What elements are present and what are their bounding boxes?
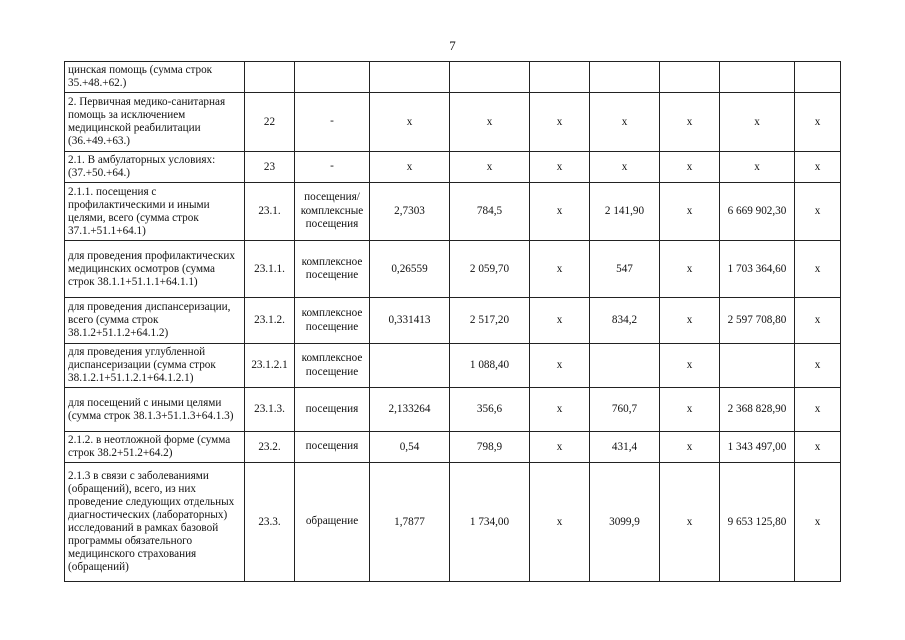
value-cell: 3099,9 <box>590 463 660 582</box>
value-cell: х <box>660 463 720 582</box>
value-cell: 431,4 <box>590 432 660 463</box>
value-cell: х <box>720 152 795 183</box>
value-cell: 2 517,20 <box>450 298 530 344</box>
value-cell <box>720 62 795 93</box>
unit-cell: комплексное посещение <box>295 241 370 298</box>
value-cell: 1 734,00 <box>450 463 530 582</box>
value-cell: х <box>795 463 841 582</box>
value-cell: х <box>660 298 720 344</box>
row-name-cell: 2.1. В амбулаторных условиях: (37.+50.+64.) <box>65 152 245 183</box>
row-code-cell: 23.2. <box>245 432 295 463</box>
value-cell: 834,2 <box>590 298 660 344</box>
unit-cell: комплексное посещение <box>295 298 370 344</box>
value-cell <box>590 344 660 388</box>
value-cell: х <box>590 152 660 183</box>
row-name-cell: 2.1.2. в неотложной форме (сумма строк 38.2+51.2+64.2) <box>65 432 245 463</box>
value-cell <box>370 344 450 388</box>
value-cell: 2 597 708,80 <box>720 298 795 344</box>
unit-cell: комплексное посещение <box>295 344 370 388</box>
row-code-cell: 23 <box>245 152 295 183</box>
value-cell: 1 343 497,00 <box>720 432 795 463</box>
value-cell: х <box>530 183 590 241</box>
row-name-cell: 2.1.3 в связи с заболеваниями (обращений), всего, из них проведение следующих отдельных диагностических (лабораторных) исследований в рамках базовой программы обязательного медицинского страхования (обращений) <box>65 463 245 582</box>
value-cell: х <box>530 344 590 388</box>
value-cell: х <box>660 183 720 241</box>
row-name-cell: для проведения диспансеризации, всего (сумма строк 38.1.2+51.1.2+64.1.2) <box>65 298 245 344</box>
row-code-cell: 23.1.2.1 <box>245 344 295 388</box>
value-cell: х <box>720 93 795 152</box>
value-cell: х <box>590 93 660 152</box>
row-name-cell: цинская помощь (сумма строк 35.+48.+62.) <box>65 62 245 93</box>
value-cell: 0,54 <box>370 432 450 463</box>
value-cell: 2 141,90 <box>590 183 660 241</box>
page-number: 7 <box>449 38 456 53</box>
row-code-cell: 23.1.1. <box>245 241 295 298</box>
table-row <box>65 463 841 582</box>
value-cell: 798,9 <box>450 432 530 463</box>
value-cell: 2,133264 <box>370 388 450 432</box>
value-cell: х <box>530 241 590 298</box>
row-code-cell: 23.1.3. <box>245 388 295 432</box>
value-cell: 1,7877 <box>370 463 450 582</box>
value-cell <box>720 344 795 388</box>
unit-cell: посещения/комплексные посещения <box>295 183 370 241</box>
value-cell: х <box>795 152 841 183</box>
unit-cell: - <box>295 152 370 183</box>
value-cell <box>660 62 720 93</box>
value-cell: х <box>795 388 841 432</box>
value-cell: 784,5 <box>450 183 530 241</box>
unit-cell: обращение <box>295 463 370 582</box>
row-code-cell: 23.3. <box>245 463 295 582</box>
value-cell: х <box>530 388 590 432</box>
value-cell: 760,7 <box>590 388 660 432</box>
value-cell: 9 653 125,80 <box>720 463 795 582</box>
table-row <box>65 344 841 388</box>
value-cell: х <box>660 432 720 463</box>
unit-cell: посещения <box>295 432 370 463</box>
unit-cell: - <box>295 93 370 152</box>
value-cell: х <box>370 93 450 152</box>
table-row <box>65 298 841 344</box>
row-code-cell: 23.1. <box>245 183 295 241</box>
value-cell: х <box>660 152 720 183</box>
value-cell: х <box>660 93 720 152</box>
value-cell: 6 669 902,30 <box>720 183 795 241</box>
value-cell: х <box>450 93 530 152</box>
value-cell: 0,26559 <box>370 241 450 298</box>
table-row <box>65 93 841 152</box>
row-code-cell: 22 <box>245 93 295 152</box>
value-cell: х <box>795 241 841 298</box>
table-row <box>65 241 841 298</box>
value-cell: 0,331413 <box>370 298 450 344</box>
row-name-cell: 2. Первичная медико-санитарная помощь за исключением медицинской реабилитации (36.+49.+63.) <box>65 93 245 152</box>
value-cell: х <box>795 298 841 344</box>
value-cell <box>795 62 841 93</box>
row-name-cell: для посещений с иными целями (сумма строк 38.1.3+51.1.3+64.1.3) <box>65 388 245 432</box>
unit-cell: посещения <box>295 388 370 432</box>
table-row <box>65 432 841 463</box>
value-cell: х <box>530 463 590 582</box>
value-cell <box>590 62 660 93</box>
value-cell: 2 368 828,90 <box>720 388 795 432</box>
value-cell: х <box>530 298 590 344</box>
value-cell: 356,6 <box>450 388 530 432</box>
row-name-cell: для проведения углубленной диспансеризации (сумма строк 38.1.2.1+51.1.2.1+64.1.2.1) <box>65 344 245 388</box>
row-code-cell: 23.1.2. <box>245 298 295 344</box>
value-cell <box>370 62 450 93</box>
value-cell: 547 <box>590 241 660 298</box>
value-cell: х <box>795 432 841 463</box>
value-cell: х <box>370 152 450 183</box>
value-cell: х <box>660 388 720 432</box>
table-row <box>65 388 841 432</box>
unit-cell <box>295 62 370 93</box>
value-cell: 1 088,40 <box>450 344 530 388</box>
value-cell: х <box>660 344 720 388</box>
value-cell: х <box>795 93 841 152</box>
value-cell: х <box>660 241 720 298</box>
row-name-cell: для проведения профилактических медицинских осмотров (сумма строк 38.1.1+51.1.1+64.1.1) <box>65 241 245 298</box>
value-cell <box>530 62 590 93</box>
value-cell: х <box>795 183 841 241</box>
value-cell: х <box>530 93 590 152</box>
value-cell: х <box>450 152 530 183</box>
row-name-cell: 2.1.1. посещения с профилактическими и иными целями, всего (сумма строк 37.1.+51.1+64.1) <box>65 183 245 241</box>
value-cell: х <box>530 432 590 463</box>
table-row <box>65 62 841 93</box>
row-code-cell <box>245 62 295 93</box>
value-cell: 1 703 364,60 <box>720 241 795 298</box>
value-cell: х <box>795 344 841 388</box>
value-cell: х <box>530 152 590 183</box>
table-row <box>65 152 841 183</box>
financing-table <box>64 61 841 582</box>
table-row <box>65 183 841 241</box>
value-cell <box>450 62 530 93</box>
value-cell: 2,7303 <box>370 183 450 241</box>
value-cell: 2 059,70 <box>450 241 530 298</box>
